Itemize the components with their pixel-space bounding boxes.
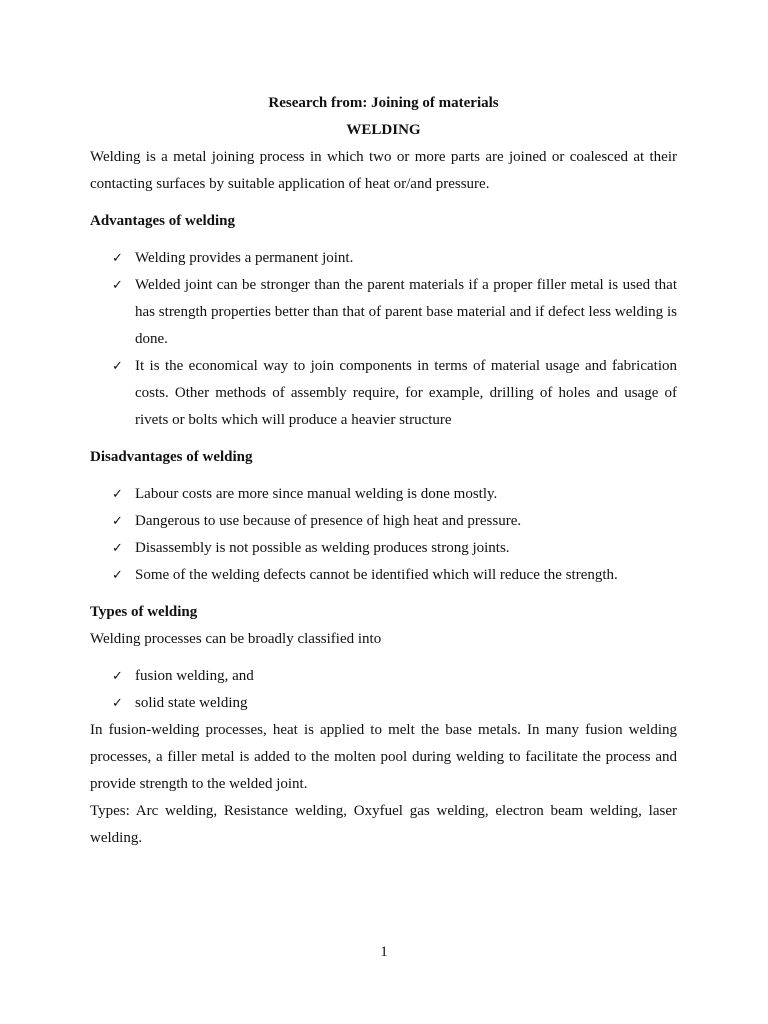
checkmark-icon: ✓	[112, 278, 123, 293]
advantages-heading: Advantages of welding	[90, 213, 236, 229]
list-item-text: Disassembly is not possible as welding produces strong joints.	[135, 540, 510, 556]
list-item-text: Welding provides a permanent joint.	[135, 250, 354, 266]
research-title: Research from: Joining of materials	[268, 95, 499, 111]
types-list	[90, 663, 677, 717]
list-item-text: fusion welding, and	[135, 668, 254, 684]
page-number: 1	[380, 944, 388, 960]
checkmark-icon: ✓	[112, 541, 123, 556]
types-heading: Types of welding	[90, 604, 198, 620]
main-title: WELDING	[346, 122, 421, 138]
list-item-text: Labour costs are more since manual welding is done mostly.	[135, 486, 498, 502]
checkmark-icon: ✓	[112, 696, 123, 711]
checkmark-icon: ✓	[112, 359, 123, 374]
disadvantages-heading: Disadvantages of welding	[90, 449, 253, 465]
list-item-text: Some of the welding defects cannot be identified which will reduce the strength.	[135, 567, 618, 583]
list-item	[90, 481, 677, 508]
list-item	[90, 562, 677, 589]
types-intro: Welding processes can be broadly classified into	[90, 631, 382, 647]
checkmark-icon: ✓	[112, 487, 123, 502]
checkmark-icon: ✓	[112, 514, 123, 529]
list-item	[90, 508, 677, 535]
advantages-list	[90, 245, 677, 434]
list-item-text: It is the economical way to join components in terms of material usage and fabrication costs. Other methods of assembly require, for example, drilling of holes and usage of rivets or bolts which will produce a heavier structure	[135, 358, 677, 428]
list-item	[90, 245, 677, 272]
list-item	[90, 535, 677, 562]
checkmark-icon: ✓	[112, 251, 123, 266]
list-item	[90, 690, 677, 717]
list-item-text: solid state welding	[135, 695, 248, 711]
disadvantages-list	[90, 481, 677, 589]
list-item	[90, 663, 677, 690]
checkmark-icon: ✓	[112, 568, 123, 583]
list-item-text: Welded joint can be stronger than the parent materials if a proper filler metal is used that has strength properties better than that of parent base material and if defect less welding is done.	[135, 277, 677, 347]
intro-paragraph: Welding is a metal joining process in which two or more parts are joined or coalesced at their contacting surfaces by suitable application of heat or/and pressure.	[90, 149, 677, 192]
fusion-paragraph: In fusion-welding processes, heat is applied to melt the base metals. In many fusion welding processes, a filler metal is added to the molten pool during welding to facilitate the process and provide strength to the welded joint.	[90, 722, 677, 792]
types-paragraph: Types: Arc welding, Resistance welding, Oxyfuel gas welding, electron beam welding, laser welding.	[90, 803, 677, 846]
list-item	[90, 353, 677, 434]
list-item-text: Dangerous to use because of presence of high heat and pressure.	[135, 513, 522, 529]
document-page	[90, 91, 677, 852]
list-item	[90, 272, 677, 353]
checkmark-icon: ✓	[112, 669, 123, 684]
